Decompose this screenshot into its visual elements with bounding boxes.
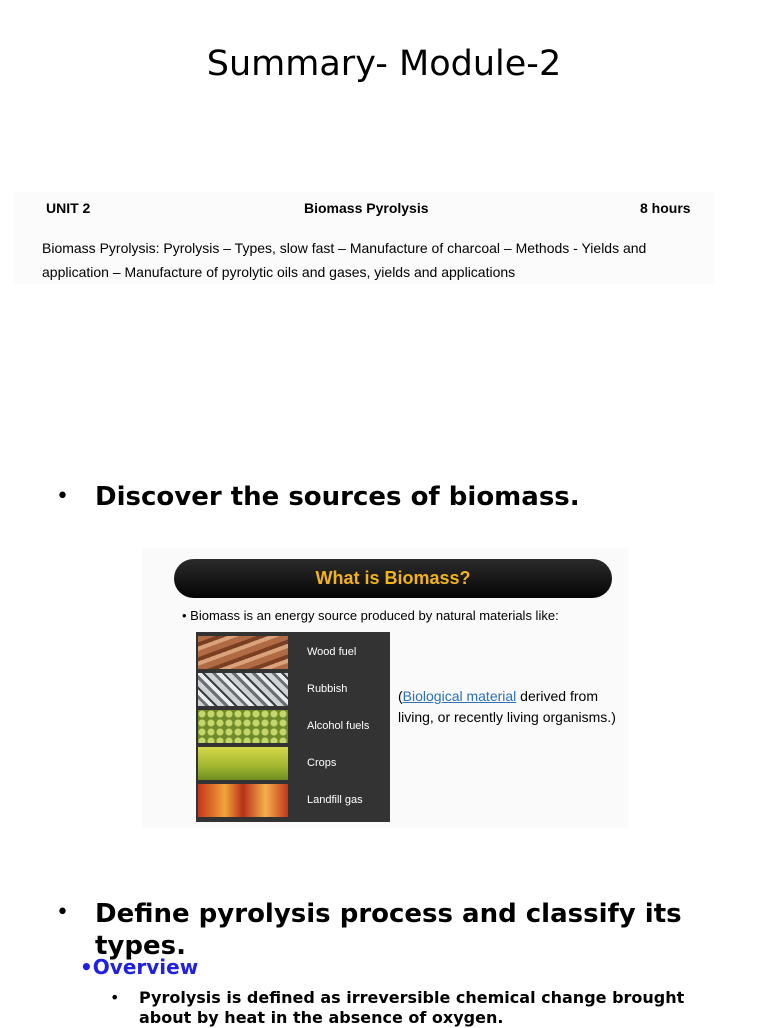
biomass-type-label: Crops <box>307 757 337 769</box>
sub-bullet-marker: • <box>110 988 120 1007</box>
bullet-define-pyrolysis: Define pyrolysis process and classify its types. <box>95 899 682 961</box>
biomass-type-label: Rubbish <box>307 683 348 695</box>
rubbish-image <box>198 673 288 706</box>
biomass-type-label: Alcohol fuels <box>307 720 370 732</box>
biomass-types-grid <box>196 632 390 822</box>
pyrolysis-definition: Pyrolysis is defined as irreversible chemical change brought about by heat in the absence of oxygen. <box>139 988 685 1027</box>
biomass-type-row <box>196 745 390 782</box>
page-title: Summary- Module-2 <box>206 44 562 84</box>
figure-banner: What is Biomass? <box>174 559 612 598</box>
biomass-type-row <box>196 634 390 671</box>
biomass-type-label: Wood fuel <box>307 646 357 658</box>
biomass-type-label: Landfill gas <box>307 794 363 806</box>
biomass-figure <box>142 548 628 828</box>
biomass-type-row <box>196 782 390 819</box>
overview-heading: •Overview <box>80 955 199 979</box>
unit-hours: 8 hours <box>640 200 691 216</box>
unit-topic: Biomass Pyrolysis <box>304 200 429 216</box>
crops-image <box>198 747 288 780</box>
alcohol-fuels-image <box>198 710 288 743</box>
syllabus-excerpt <box>14 192 714 284</box>
wood-fuel-image <box>198 636 288 669</box>
bullet-sources-of-biomass: Discover the sources of biomass. <box>95 482 580 512</box>
biological-material-link[interactable]: Biological material <box>402 688 517 704</box>
landfill-gas-image <box>198 784 288 817</box>
figure-note: (Biological material derived from living, or recently living organisms.) <box>398 688 616 725</box>
biomass-type-row <box>196 708 390 745</box>
biomass-type-row <box>196 671 390 708</box>
bullet-1-marker: • <box>56 484 69 509</box>
unit-description: Biomass Pyrolysis: Pyrolysis – Types, slow fast – Manufacture of charcoal – Methods - Yields and application – Manufacture of pyrolytic oils and gases, yields and applications <box>42 240 647 280</box>
unit-number: UNIT 2 <box>46 200 91 216</box>
bullet-2-marker: • <box>56 900 69 925</box>
figure-intro: • Biomass is an energy source produced by natural materials like: <box>182 608 559 623</box>
